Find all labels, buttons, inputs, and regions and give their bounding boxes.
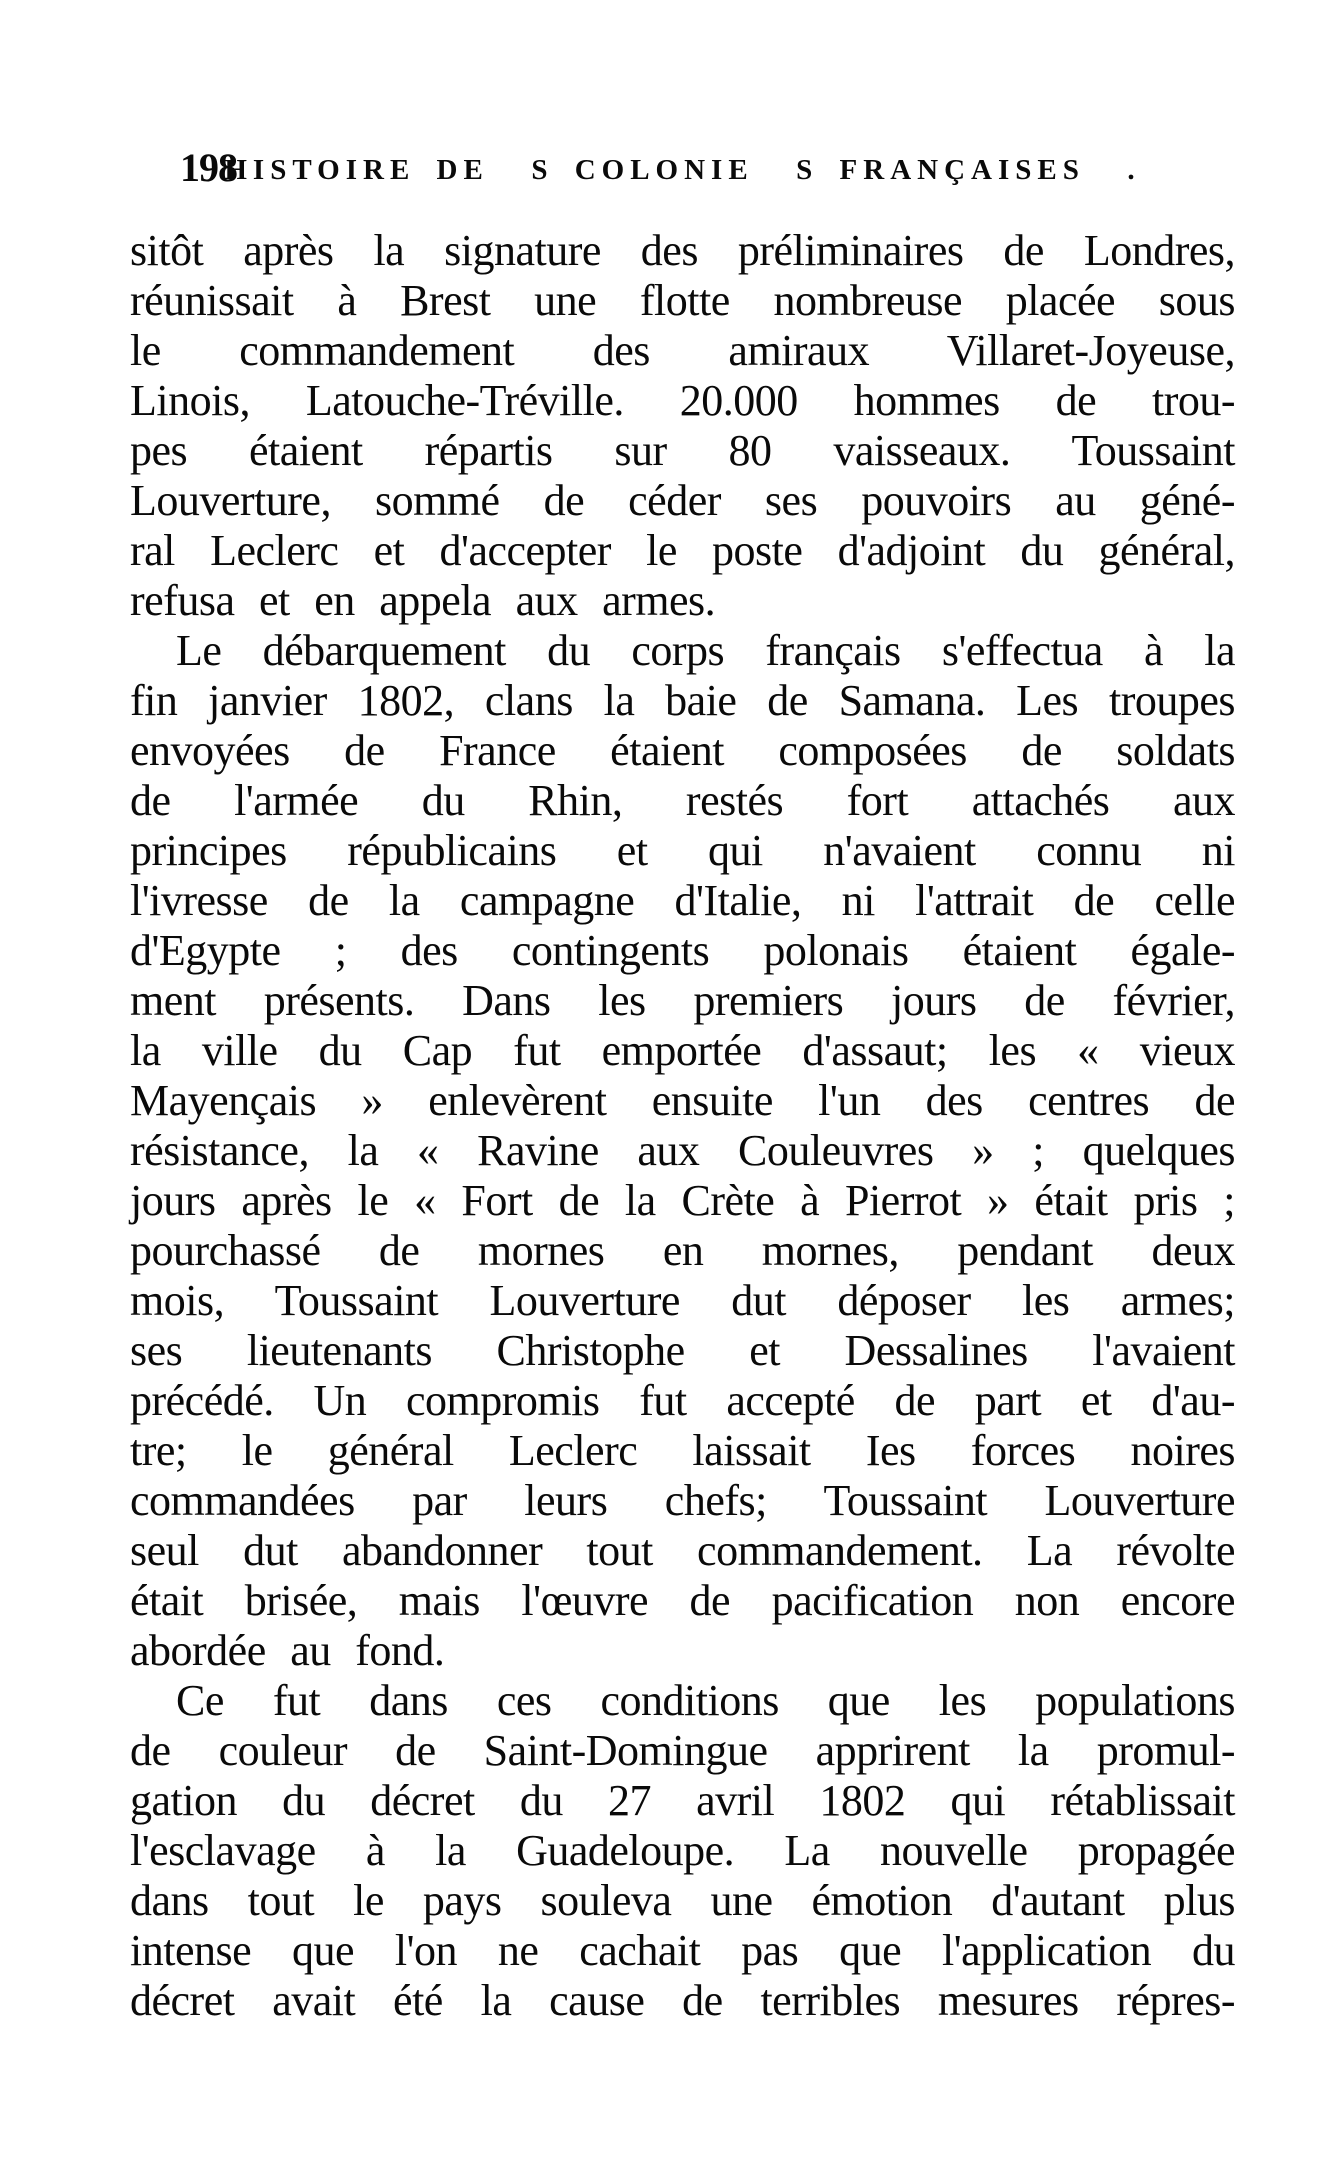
text-line: tre; le général Leclerc laissait Ies forces noires [130,1426,1235,1475]
text-line: sitôt après la signature des préliminaires de Londres, [130,226,1235,275]
text-line: Mayençais » enlevèrent ensuite l'un des centres de [130,1076,1235,1125]
text-line: l'esclavage à la Guadeloupe. La nouvelle propagée [130,1826,1235,1875]
text-line: de couleur de Saint-Domingue apprirent la promul- [130,1726,1235,1775]
text-line: ses lieutenants Christophe et Dessalines l'avaient [130,1326,1235,1375]
text-line: fin janvier 1802, clans la baie de Samana. Les troupes [130,676,1235,725]
text-line: seul dut abandonner tout commandement. La révolte [130,1526,1235,1575]
text-line: était brisée, mais l'œuvre de pacification non encore [130,1576,1235,1625]
page-body [130,226,1235,2026]
text-line: abordée au fond. [130,1626,445,1675]
text-line: intense que l'on ne cachait pas que l'application du [130,1926,1235,1975]
text-line: réunissait à Brest une flotte nombreuse placée sous [130,276,1235,325]
text-line: de l'armée du Rhin, restés fort attachés aux [130,776,1235,825]
text-line: la ville du Cap fut emportée d'assaut; les « vieux [130,1026,1235,1075]
text-line: précédé. Un compromis fut accepté de part et d'au- [130,1376,1235,1425]
text-line: d'Egypte ; des contingents polonais étaient égale- [130,926,1235,975]
text-line: envoyées de France étaient composées de soldats [130,726,1235,775]
text-line: gation du décret du 27 avril 1802 qui rétablissait [130,1776,1235,1825]
text-line: l'ivresse de la campagne d'Italie, ni l'attrait de celle [130,876,1235,925]
text-line: principes républicains et qui n'avaient connu ni [130,826,1235,875]
text-line: ral Leclerc et d'accepter le poste d'adjoint du général, [130,526,1235,575]
page-header [130,146,1235,194]
text-line: Le débarquement du corps français s'effectua à la [176,626,1235,675]
text-line: le commandement des amiraux Villaret-Joyeuse, [130,326,1235,375]
text-line: Linois, Latouche-Tréville. 20.000 hommes de trou- [130,376,1235,425]
text-line: ment présents. Dans les premiers jours de février, [130,976,1235,1025]
text-line: décret avait été la cause de terribles mesures répres- [130,1976,1235,2025]
page-number: 198 [180,145,237,190]
text-line: mois, Toussaint Louverture dut déposer les armes; [130,1276,1235,1325]
running-header-title: HISTOIRE DE S COLONIE S FRANÇAISES . [224,154,1141,186]
text-line: jours après le « Fort de la Crète à Pierrot » était pris ; [130,1176,1235,1225]
text-line: commandées par leurs chefs; Toussaint Louverture [130,1476,1235,1525]
text-line: Louverture, sommé de céder ses pouvoirs au géné- [130,476,1235,525]
text-line: pourchassé de mornes en mornes, pendant deux [130,1226,1235,1275]
text-line: résistance, la « Ravine aux Couleuvres » ; quelques [130,1126,1235,1175]
text-line: Ce fut dans ces conditions que les populations [176,1676,1235,1725]
text-line: pes étaient répartis sur 80 vaisseaux. Toussaint [130,426,1235,475]
text-line: refusa et en appela aux armes. [130,576,716,625]
text-line: dans tout le pays souleva une émotion d'autant plus [130,1876,1235,1925]
